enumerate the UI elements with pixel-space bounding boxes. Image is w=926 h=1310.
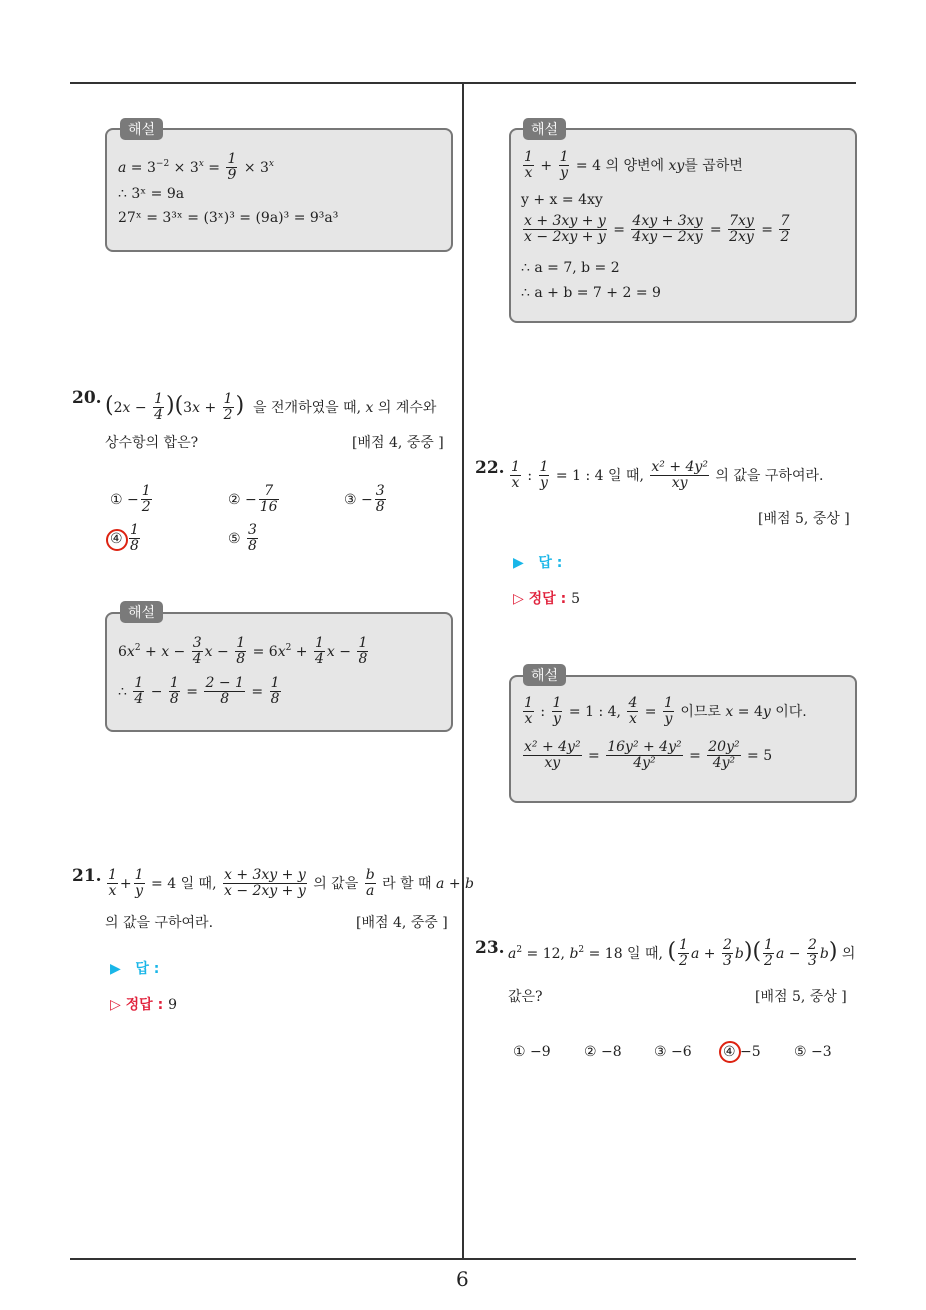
q20-choice-3[interactable]: ③ − $\frac{3}{8}$ xyxy=(344,483,385,516)
q20-choice-2[interactable]: ② − $\frac{7}{16}$ xyxy=(228,483,278,516)
q21-solution-line2: y + x = 4xy xyxy=(521,192,603,208)
q23-text-a: $a^2 = 12$, $b^2 = 18$ 일 때, ( $\frac{1}{2}$ a + $\frac{2}{3}$ b)( $\frac{1}{2}$ a − $\frac{2}{3}$ b) 의 xyxy=(508,937,856,970)
correct-arrow-icon: ▷ xyxy=(110,997,121,1013)
q23-number: 23. xyxy=(475,938,505,958)
q20-choice-1[interactable]: ① − $\frac{1}{2}$ xyxy=(110,483,151,516)
q21-solution-line3: $\frac{x + 3xy + y}{x - 2xy + y}$ = $\frac{4xy + 3xy}{4xy - 2xy}$ = $\frac{7xy}{2xy}$ = $\frac{7}{2}$ xyxy=(524,213,790,246)
q19-solution-line1: $a = 3^{-2} \times 3^x$ = $\frac{1}{9}$ × $3^x$ xyxy=(118,151,274,184)
q21-correct-row: ▷ 정답 : 9 xyxy=(110,997,177,1013)
q21-solution-line5: ∴ a + b = 7 + 2 = 9 xyxy=(521,285,661,301)
q20-text-a: (2x − $\frac{1}{4}$ )(3x + $\frac{1}{2}$ ) 을 전개하였을 때, x 의 계수와 xyxy=(105,391,437,424)
q20-answer-mark xyxy=(106,529,128,551)
q21-solution-tag: 해설 xyxy=(523,118,566,140)
q20-text-b: 상수항의 합은? xyxy=(105,435,199,451)
q21-correct-value: 9 xyxy=(168,997,177,1013)
q20-solution-tag: 해설 xyxy=(120,601,163,623)
q21-answer-row[interactable]: ▶ 답 : xyxy=(110,961,160,977)
answer-arrow-icon: ▶ xyxy=(110,961,121,977)
q23-choice-4[interactable]: ④ −5 xyxy=(723,1044,761,1060)
q21-text-a: $\frac{1}{x}$ + $\frac{1}{y}$ = 4 일 때, $\frac{x + 3xy + y}{x - 2xy + y}$ 의 값을 $\frac{b}{a}$ 라 할 때 a + b xyxy=(108,867,474,900)
q22-score: [배점 5, 중상 ] xyxy=(758,511,850,527)
q22-correct-row: ▷ 정답 : 5 xyxy=(513,591,580,607)
q23-choice-5[interactable]: ⑤ −3 xyxy=(794,1044,832,1060)
q23-score: [배점 5, 중상 ] xyxy=(755,989,847,1005)
q21-solution-line4: ∴ a = 7, b = 2 xyxy=(521,260,620,276)
q19-solution-tag: 해설 xyxy=(120,118,163,140)
q22-solution-line1: $\frac{1}{x}$ : $\frac{1}{y}$ = 1 : 4, $\frac{4}{x}$ = $\frac{1}{y}$ 이므로 x = 4y 이다. xyxy=(524,695,807,728)
q20-solution-line1: $6x^2 + x$ − $\frac{3}{4}$ x − $\frac{1}{8}$ = $6x^2$ + $\frac{1}{4}$ x − $\frac{1}{8}$ xyxy=(118,635,368,668)
q22-answer-row[interactable]: ▶ 답 : xyxy=(513,555,563,571)
page-number: 6 xyxy=(456,1267,469,1291)
q21-score: [배점 4, 중중 ] xyxy=(356,915,448,931)
q21-number: 21. xyxy=(72,866,102,886)
q20-solution-box xyxy=(105,612,453,732)
q20-solution-line2: ∴ $\frac{1}{4}$ − $\frac{1}{8}$ = $\frac{2 - 1}{8}$ = $\frac{1}{8}$ xyxy=(118,675,280,708)
q23-choice-3[interactable]: ③ −6 xyxy=(654,1044,692,1060)
q22-text-a: $\frac{1}{x}$ : $\frac{1}{y}$ = 1 : 4 일 때, $\frac{\text{x² + 4y²}}{xy}$ 의 값을 구하여라. xyxy=(511,459,824,492)
q20-choice-4[interactable]: ④ $\frac{1}{8}$ xyxy=(110,522,139,555)
q20-choice-5[interactable]: ⑤ $\frac{3}{8}$ xyxy=(228,522,257,555)
q23-text-b: 값은? xyxy=(508,989,543,1005)
q21-text-b: 의 값을 구하여라. xyxy=(105,915,214,931)
q20-number: 20. xyxy=(72,388,102,408)
q19-solution-line3: 27ˣ = 3³ˣ = (3ˣ)³ = (9a)³ = 9³a³ xyxy=(118,210,339,226)
q20-score: [배점 4, 중중 ] xyxy=(352,435,444,451)
q23-choice-1[interactable]: ① −9 xyxy=(513,1044,551,1060)
q22-solution-tag: 해설 xyxy=(523,664,566,686)
q19-solution-line2: ∴ 3ˣ = 9a xyxy=(118,186,185,202)
column-divider xyxy=(462,84,464,1260)
q22-correct-value: 5 xyxy=(571,591,580,607)
q22-solution-line2: $\frac{\text{x² + 4y²}}{xy}$ = $\frac{\text{16y² + 4y²}}{\text{4y²}}$ = $\frac{\text{20y²}}{\text{4y²}}$ = 5 xyxy=(524,739,773,772)
q23-answer-mark xyxy=(719,1041,741,1063)
q21-solution-line1: $\frac{1}{x}$ + $\frac{1}{y}$ = 4 의 양변에 xy를 곱하면 xyxy=(524,149,743,182)
q22-number: 22. xyxy=(475,458,505,478)
correct-arrow-icon: ▷ xyxy=(513,591,524,607)
bottom-rule xyxy=(70,1258,856,1260)
q23-choice-2[interactable]: ② −8 xyxy=(584,1044,622,1060)
answer-arrow-icon: ▶ xyxy=(513,555,524,571)
